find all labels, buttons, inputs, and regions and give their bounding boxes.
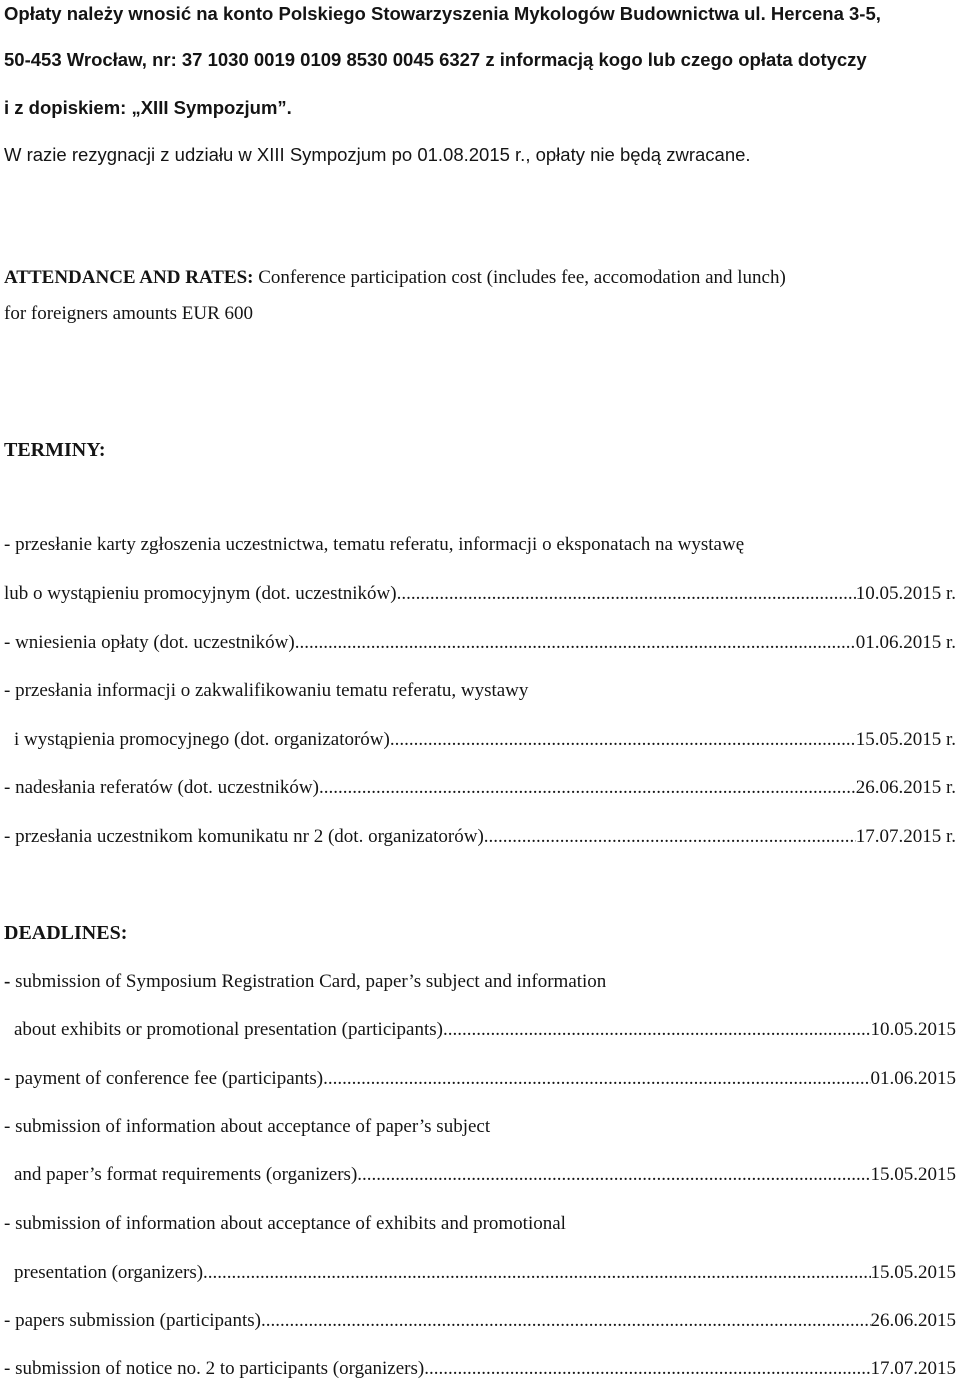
terminy-item-3-date: 15.05.2015 r. <box>855 729 956 750</box>
deadlines-item-4-row <box>14 1261 956 1285</box>
terminy-item-1-line-2: lub o wystąpieniu promocyjnym (dot. uczestników) <box>4 583 397 604</box>
deadlines-item-4-date: 15.05.2015 <box>870 1262 956 1283</box>
payment-info-line-3: i z dopiskiem: „XIII Sympozjum”. <box>4 97 292 118</box>
deadlines-item-1-line-2: about exhibits or promotional presentation (participants) <box>14 1019 443 1040</box>
deadlines-item-6-date: 17.07.2015 <box>870 1358 956 1379</box>
deadlines-item-6-label: - submission of notice no. 2 to participants (organizers) <box>4 1358 425 1379</box>
dot-leader <box>261 1309 871 1333</box>
terminy-item-1-row <box>4 582 956 606</box>
terminy-item-3-line-1: - przesłania informacji o zakwalifikowaniu tematu referatu, wystawy <box>4 680 529 701</box>
deadlines-item-1-text: submission of Symposium Registration Card, paper’s subject and information <box>15 971 607 992</box>
terminy-item-3-line-2: i wystąpienia promocyjnego (dot. organizatorów) <box>14 729 390 750</box>
terminy-item-4-label: - nadesłania referatów (dot. uczestników) <box>4 777 319 798</box>
terminy-item-2-row <box>4 631 956 655</box>
deadlines-item-5-label: - papers submission (participants) <box>4 1310 261 1331</box>
deadlines-item-2-label: - payment of conference fee (participants) <box>4 1068 324 1089</box>
dot-leader <box>390 728 856 752</box>
terminy-heading: TERMINY: <box>4 439 106 461</box>
payment-info-line-2: 50-453 Wrocław, nr: 37 1030 0019 0109 8530 0045 6327 z informacją kogo lub czego opłata dotyczy <box>4 49 867 70</box>
deadlines-item-3-line-2: and paper’s format requirements (organizers) <box>14 1164 358 1185</box>
terminy-item-4-date: 26.06.2015 r. <box>855 777 956 798</box>
dot-leader <box>323 1067 870 1091</box>
attendance-text-1: Conference participation cost (includes fee, accomodation and lunch) <box>253 267 786 288</box>
deadlines-item-3-line-1: - submission of information about acceptance of paper’s subject <box>4 1116 491 1137</box>
cancellation-note: W razie rezygnacji z udziału w XIII Sympozjum po 01.08.2015 r., opłaty nie będą zwracane. <box>4 144 751 165</box>
deadlines-item-4-line-2: presentation (organizers) <box>14 1262 204 1283</box>
terminy-item-5-date: 17.07.2015 r. <box>855 826 956 847</box>
dot-leader <box>484 825 856 849</box>
deadlines-heading: DEADLINES: <box>4 922 128 944</box>
terminy-item-2-date: 01.06.2015 r. <box>855 632 956 653</box>
terminy-item-1-date: 10.05.2015 r. <box>855 583 956 604</box>
dot-leader <box>203 1261 870 1285</box>
deadlines-item-5-row <box>4 1309 956 1333</box>
attendance-text-2: for foreigners amounts EUR 600 <box>4 303 254 324</box>
terminy-item-5-label: - przesłania uczestnikom komunikatu nr 2 (dot. organizatorów) <box>4 826 484 847</box>
terminy-item-2-label: - wniesienia opłaty (dot. uczestników) <box>4 632 295 653</box>
terminy-item-3-row <box>14 728 956 752</box>
dot-leader <box>397 582 856 606</box>
deadlines-item-5-date: 26.06.2015 <box>870 1310 956 1331</box>
deadlines-item-2-date: 01.06.2015 <box>870 1068 956 1089</box>
deadlines-item-3-row <box>14 1163 956 1187</box>
deadlines-item-6-row <box>4 1357 956 1381</box>
deadlines-item-1-line-1 <box>4 970 606 994</box>
terminy-item-4-row <box>4 776 956 800</box>
deadlines-item-2-row <box>4 1067 956 1091</box>
payment-info-line-1: Opłaty należy wnosić na konto Polskiego Stowarzyszenia Mykologów Budownictwa ul. Hercena 3-5, <box>4 3 881 24</box>
attendance-paragraph-line-1 <box>4 266 786 290</box>
terminy-item-5-row <box>4 825 956 849</box>
dot-leader <box>424 1357 870 1381</box>
dot-leader <box>319 776 856 800</box>
dot-leader <box>443 1018 871 1042</box>
terminy-item-1-line-1: - przesłanie karty zgłoszenia uczestnictwa, tematu referatu, informacji o eksponatach na wystawę <box>4 534 745 555</box>
dot-leader <box>357 1163 870 1187</box>
deadlines-item-4-line-1: - submission of information about acceptance of exhibits and promotional <box>4 1213 566 1234</box>
deadlines-item-3-date: 15.05.2015 <box>870 1164 956 1185</box>
dot-leader <box>295 631 856 655</box>
deadlines-item-1-date: 10.05.2015 <box>870 1019 956 1040</box>
deadlines-item-1-dash: - <box>4 971 16 992</box>
attendance-heading: ATTENDANCE AND RATES: <box>4 267 254 288</box>
deadlines-item-1-row <box>14 1018 956 1042</box>
